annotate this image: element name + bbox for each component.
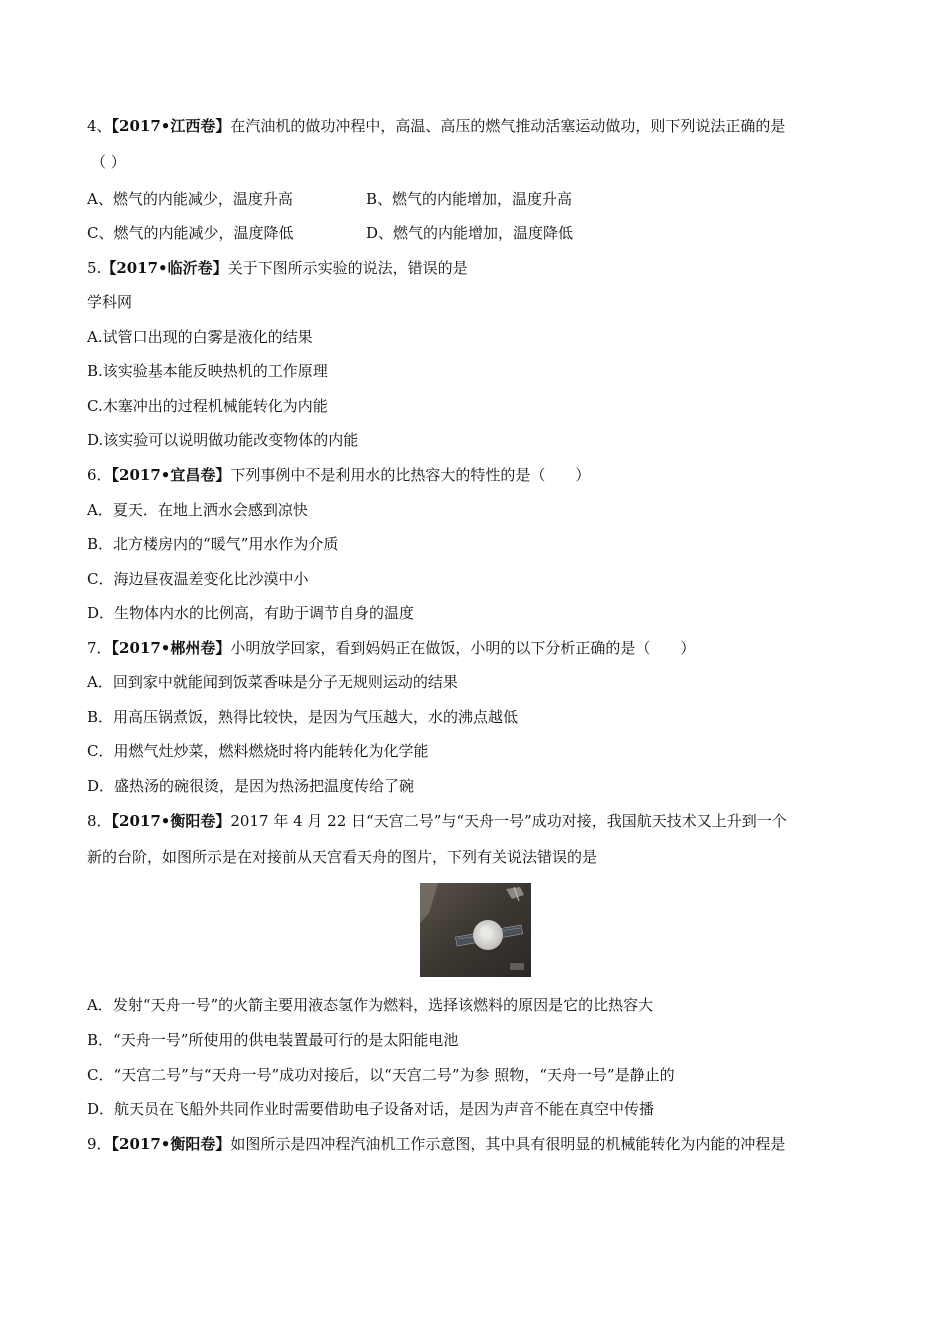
q4-option-a: A、燃气的内能减少，温度升高 (87, 190, 293, 208)
watermark-text: 学科网 (87, 293, 133, 311)
q7-stem-line (87, 638, 695, 658)
spacecraft-photo (420, 883, 531, 977)
q6-option-d: D．生物体内水的比例高，有助于调节自身的温度 (87, 604, 415, 622)
q6-stem: 下列事例中不是利用水的比热容大的特性的是（ ） (230, 466, 591, 484)
q9-stem: 如图所示是四冲程汽油机工作示意图，其中具有很明显的机械能转化为内能的冲程是 (230, 1135, 786, 1153)
q7-source: 【2017•郴州卷】 (111, 639, 231, 657)
q6-option-b: B．北方楼房内的“暖气”用水作为介质 (87, 535, 339, 553)
q5-option-c: C.木塞冲出的过程机械能转化为内能 (87, 397, 328, 415)
q4-stem: 在汽油机的做功冲程中，高温、高压的燃气推动活塞运动做功，则下列说法正确的是 (230, 117, 786, 135)
q5-source: 【2017•临沂卷】 (101, 259, 228, 277)
q8-source: 【2017•衡阳卷】 (111, 812, 231, 830)
q9-source: 【2017•衡阳卷】 (111, 1135, 231, 1153)
q8-stem-line-1 (87, 811, 787, 831)
q4-source: 【2017•江西卷】 (111, 117, 231, 135)
q8-option-d: D．航天员在飞船外共同作业时需要借助电子设备对话，是因为声音不能在真空中传播 (87, 1100, 655, 1118)
q5-number: 5. (87, 259, 102, 277)
q9-stem-line (87, 1134, 785, 1154)
q8-number: 8． (87, 812, 112, 830)
q4-number: 4、 (87, 117, 112, 135)
q8-option-a: A．发射“天舟一号”的火箭主要用液态氢作为燃料，选择该燃料的原因是它的比热容大 (87, 996, 654, 1014)
q4-answer-bracket: （ ） (91, 153, 126, 171)
q8-option-c: C．“天宫二号”与“天舟一号”成功对接后，以“天宫二号”为参 照物，“天舟一号”是静止的 (87, 1066, 675, 1084)
q7-option-c: C．用燃气灶炒菜，燃料燃烧时将内能转化为化学能 (87, 742, 429, 760)
q4-option-c: C、燃气的内能减少，温度降低 (87, 224, 294, 242)
spacecraft-illustration (420, 883, 531, 977)
q4-option-b: B、燃气的内能增加，温度升高 (366, 190, 573, 208)
q6-number: 6． (87, 466, 112, 484)
q5-option-d: D.该实验可以说明做功能改变物体的内能 (87, 431, 359, 449)
q4-stem-line (87, 116, 785, 136)
q5-option-b: B.该实验基本能反映热机的工作原理 (87, 362, 328, 380)
q6-source: 【2017•宜昌卷】 (111, 466, 231, 484)
q7-option-b: B．用高压锅煮饭，熟得比较快，是因为气压越大，水的沸点越低 (87, 708, 519, 726)
q6-option-a: A．夏天．在地上洒水会感到凉快 (87, 501, 308, 519)
q8-option-b: B．“天舟一号”所使用的供电装置最可行的是太阳能电池 (87, 1031, 459, 1049)
q7-stem: 小明放学回家，看到妈妈正在做饭，小明的以下分析正确的是（ ） (230, 639, 696, 657)
q8-stem-line-2: 新的台阶，如图所示是在对接前从天宫看天舟的图片，下列有关说法错误的是 (87, 848, 598, 866)
q4-option-d: D、燃气的内能增加，温度降低 (366, 224, 574, 242)
q6-option-c: C．海边昼夜温差变化比沙漠中小 (87, 570, 309, 588)
q7-option-a: A．回到家中就能闻到饭菜香味是分子无规则运动的结果 (87, 673, 458, 691)
q7-option-d: D．盛热汤的碗很烫，是因为热汤把温度传给了碗 (87, 777, 415, 795)
q5-stem-line (87, 258, 468, 278)
q5-option-a: A.试管口出现的白雾是液化的结果 (87, 328, 313, 346)
q6-stem-line (87, 465, 590, 485)
q7-number: 7． (87, 639, 112, 657)
q9-number: 9． (87, 1135, 112, 1153)
q8-stem-part-1: 2017 年 4 月 22 日“天宫二号”与“天舟一号”成功对接，我国航天技术又上升到一个 (230, 812, 787, 830)
q5-stem: 关于下图所示实验的说法，错误的是 (227, 259, 468, 277)
